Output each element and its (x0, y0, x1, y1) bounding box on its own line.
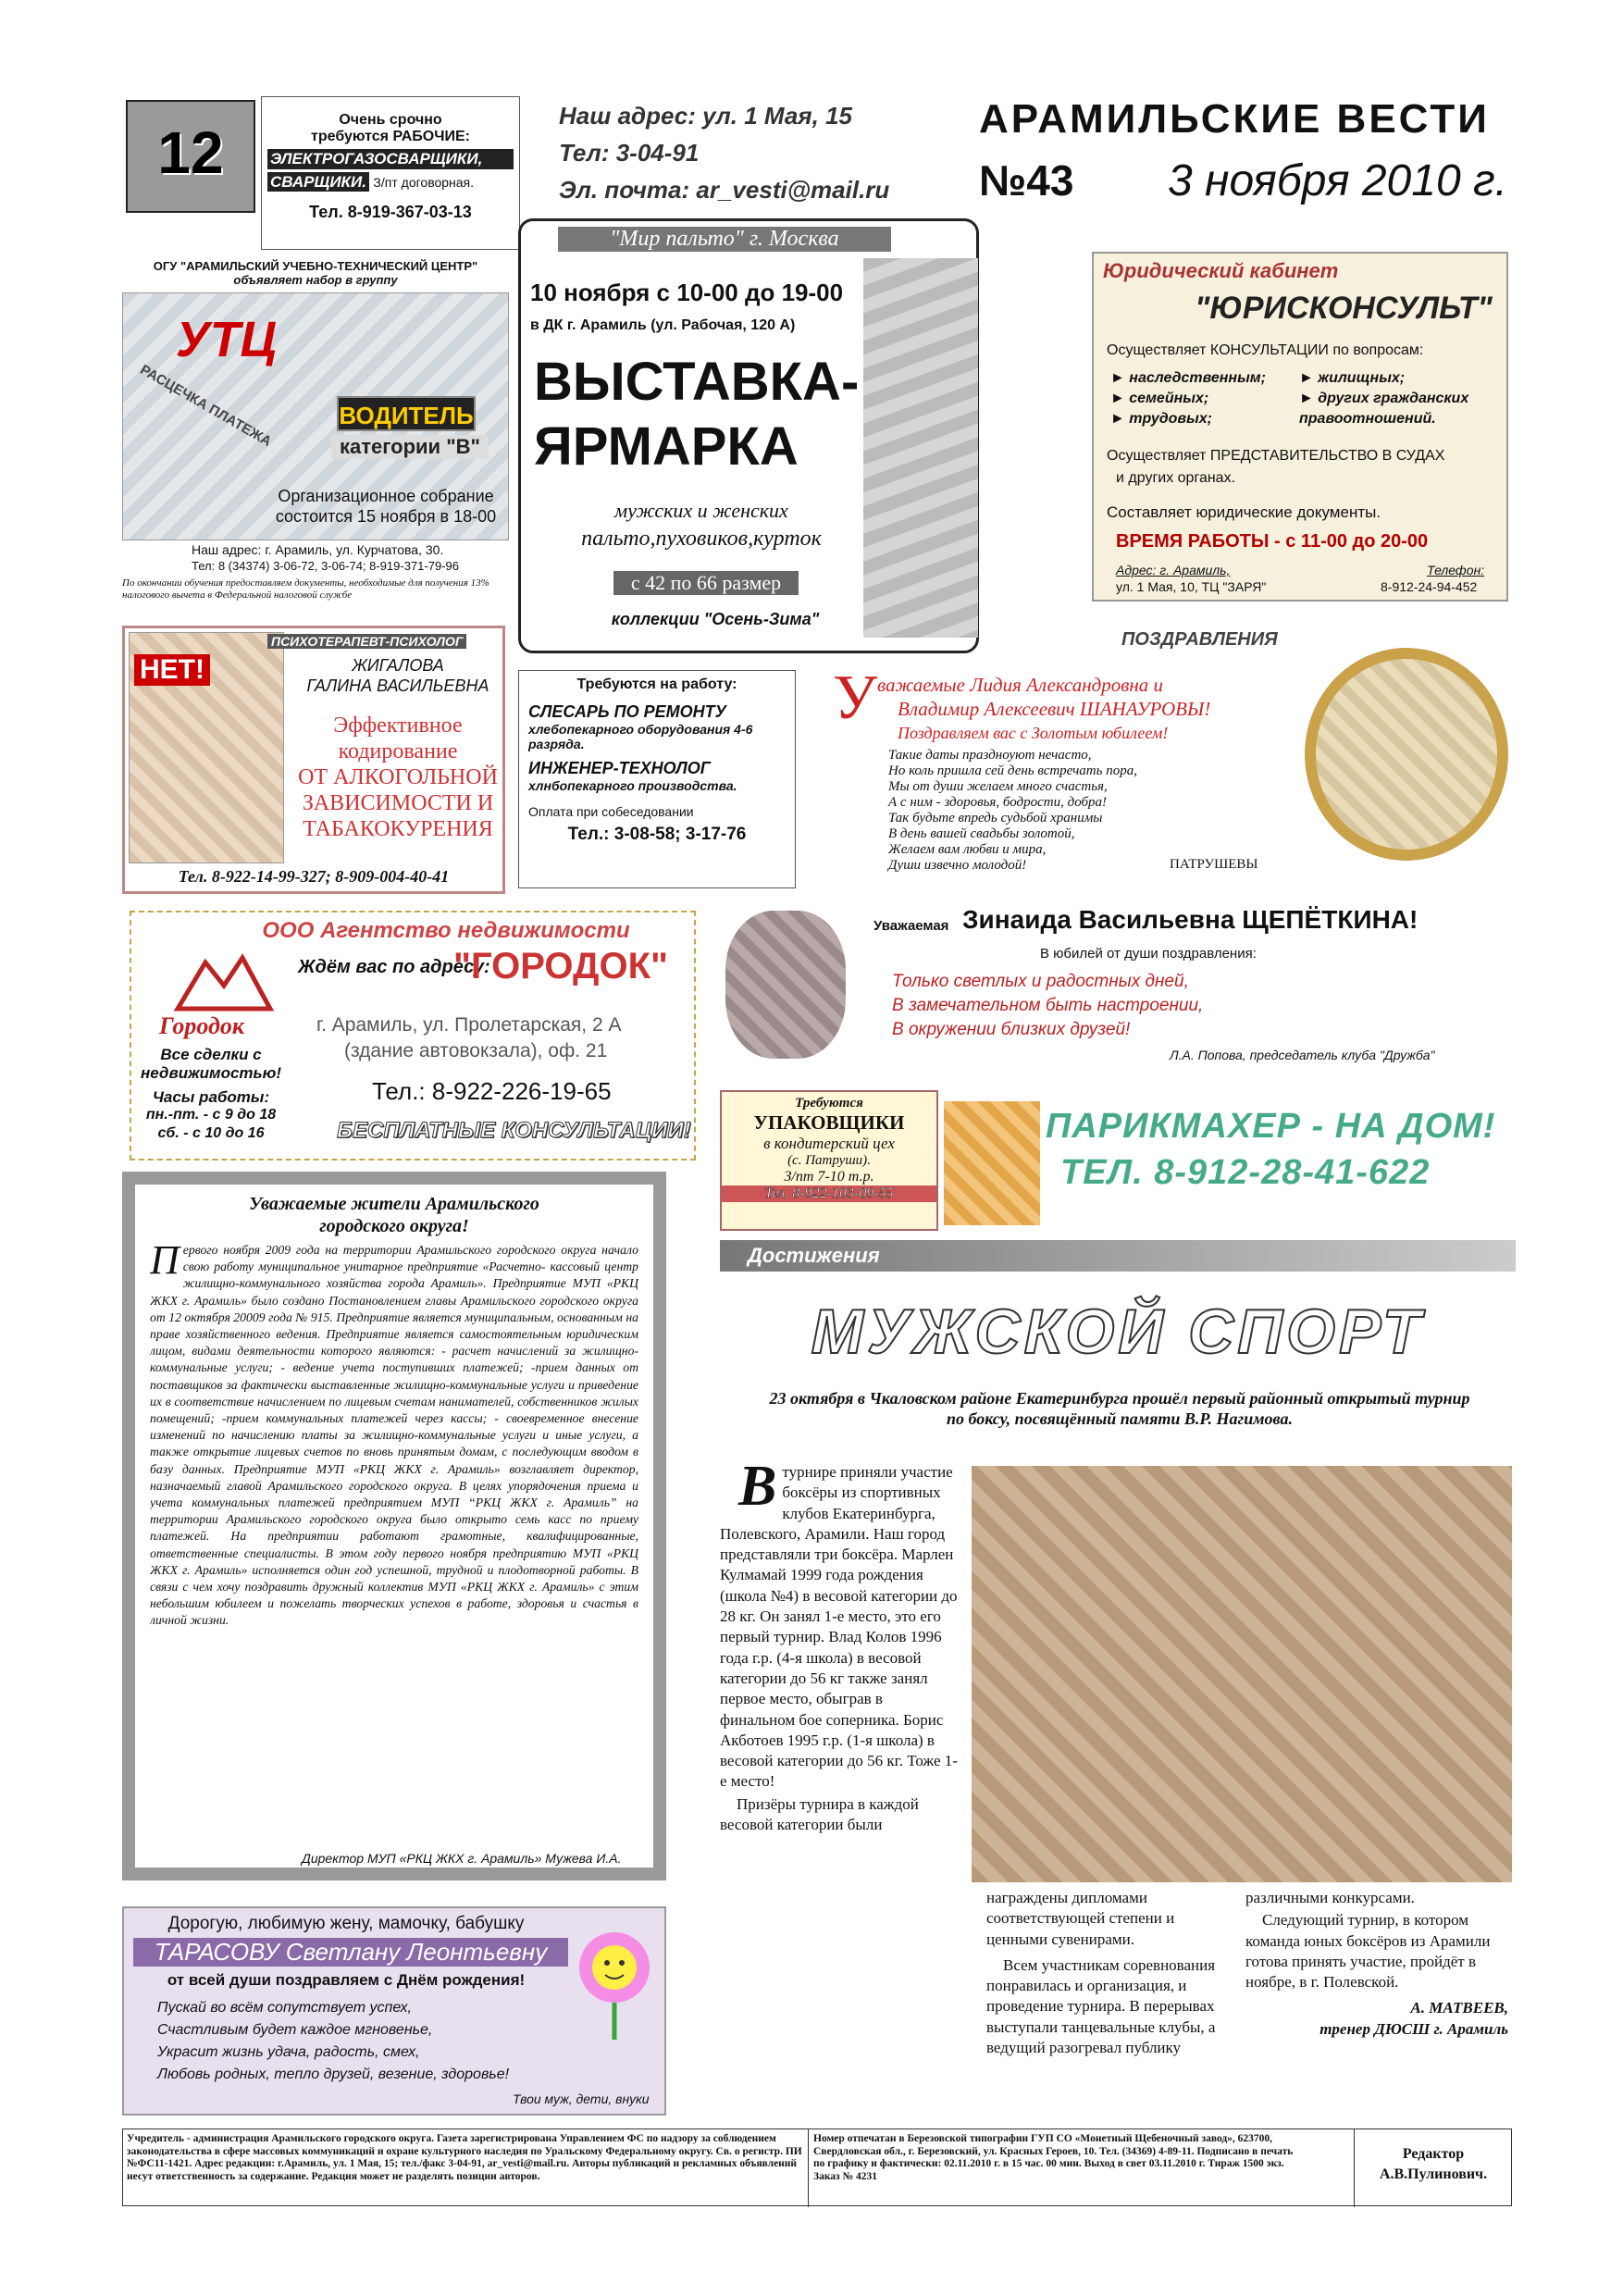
coats-sub1: мужских и женских (614, 499, 788, 522)
psych-t2: кодирование (338, 739, 458, 763)
psych-name1: ЖИГАЛОВА (352, 656, 444, 675)
driving-phones: Тел: 8 (34374) 3-06-72, 3-06-74; 8-919-371-79-96 (192, 559, 459, 573)
realty-logo-house-icon (168, 944, 279, 1018)
jubilee-prefix: Уважаемая (873, 918, 949, 934)
realty-header: ООО Агентство недвижимости (262, 918, 630, 943)
article-col1-text: турнире приняли участие боксёры из спортивных клубов Екатеринбурга, Полевского, Арамили. Наш город представляли три боксёра. Марлен Кулмамай 1999 года рождения (школа №4) в весовой категории до 28 кг. Он занял 1-е место, это его первый турнир. Влад Колов 1996 года г.р. (4-я школа) в весовой категории до 56 кг также занял первое место, обыграв в финальном бое соперника. Борис Акботоев 1995 г.р. (1-я школа) в весовой категории до 56 кг. Тоже 1-е место! (720, 1463, 958, 1791)
newspaper-title: АРАМИЛЬСКИЕ ВЕСТИ (979, 96, 1490, 142)
driver-category: категории "В" (331, 435, 489, 459)
hair-phone: ТЕЛ. 8-912-28-41-622 (1060, 1153, 1431, 1192)
poem-line: Счастливым будет каждое мгновенье, (157, 2022, 433, 2038)
legal-item: ► трудовых; (1110, 411, 1212, 427)
letter-title2: городского округа! (319, 1216, 469, 1236)
letter-sign: Директор МУП «РКЦ ЖКХ г. Арамиль» Мужева И.А. (302, 1851, 622, 1866)
footer-divider (808, 2129, 809, 2207)
realty-left2: недвижимостью! (141, 1064, 281, 1082)
birthday-block (122, 1906, 666, 2116)
packers-phone: Тел. 8-922-103-09-55 (722, 1185, 936, 1202)
psych-phones: Тел. 8-922-14-99-327; 8-909-004-40-41 (178, 867, 450, 886)
ad-workers-line3: ЭЛЕКТРОГАЗОСВАРЩИКИ, (267, 149, 514, 169)
footer-left: Учредитель - администрация Арамильского городского округа. Газета зарегистрирована Управлением ФС по надзору за соблюдением законодательства в сфере массовых коммуникаций и охране культурного наследия по Уральскому Федеральному округу. Св. о регистр. ПИ №ФС11-1421. Адрес редакции: г.Арамиль, ул. 1 Мая, 15; тел./факс 3-04-91, ar_vesti@mail.ru. Авторы публикаций и рекламных объявлений несут ответственность за содержание. Редакция может не разделять позиции авторов. (127, 2133, 802, 2182)
meeting-line1: Организационное собрание (278, 487, 494, 505)
article-rubric-bar (720, 1240, 1516, 1272)
ad-workers-pay: З/пт договорная. (373, 175, 475, 190)
footer-mid: Номер отпечатан в Березовской типографии ГУП СО «Монетный Щебеночный завод», 623700, Свердловская обл., г. Березовский, ул. Красных Героев, 10. Тел. (34369) 4-89-11. Подписано в печать по графику и фактически: 02.11.2010 г. в 15 час. 00 мин. Выход в свет 03.11.2010 г. Тираж 1500 экз. Заказ № 4231 (813, 2133, 1294, 2182)
article-col3-text: различными конкурсами. (1245, 1889, 1415, 1906)
article-col3 (1245, 1888, 1508, 2040)
jubilee-portrait (725, 911, 846, 1059)
psych-t5: ТАБАКОКУРЕНИЯ (303, 817, 493, 841)
congrats-dropcap: У (833, 662, 878, 732)
poem-line: Желаем вам любви и мира, (888, 842, 1047, 857)
flower-icon (568, 1921, 661, 2042)
poem-line: Мы от души желаем много счастья, (888, 779, 1108, 794)
jubilee-sub: В юбилей от души поздравления: (1040, 946, 1257, 962)
coats-header: "Мир пальто" г. Москва (558, 227, 891, 252)
legal-header: Юридический кабинет (1103, 259, 1339, 282)
psych-t4: ЗАВИСИМОСТИ И (302, 791, 494, 815)
coat-model-photo (863, 258, 978, 638)
congrats-line1: важаемые Лидия Александровна и (877, 674, 1164, 696)
ad-workers-line1: Очень срочно (339, 112, 442, 128)
legal-item: ► жилищных; (1299, 370, 1406, 386)
bakery-phones: Тел.: 3-08-58; 3-17-76 (567, 825, 747, 844)
legal-addr: ул. 1 Мая, 10, ТЦ "ЗАРЯ" (1116, 579, 1267, 594)
packers-where2: (с. Патруши). (787, 1153, 871, 1168)
realty-wait: Ждём вас по адресу: (298, 957, 490, 977)
bakery-header: Требуются на работу: (576, 676, 737, 692)
letter-title1: Уважаемые жители Арамильского (249, 1194, 539, 1214)
poem-line: Любовь родных, тепло друзей, везение, здоровье! (157, 2066, 510, 2082)
poem-line: Пускай во всём сопутствует успех, (157, 2000, 412, 2016)
utc-logo: УТЦ (176, 312, 277, 367)
realty-free: БЕСПЛАТНЫЕ КОНСУЛЬТАЦИИ! (337, 1118, 691, 1143)
coats-title1: ВЫСТАВКА- (534, 352, 860, 412)
coats-collection: коллекции "Осень-Зима" (611, 610, 820, 628)
driving-diagonal: РАСЦЕЧКА ПЛАТЕЖА (137, 361, 275, 451)
legal-docs: Составляет юридические документы. (1107, 503, 1381, 521)
birthday-name: ТАРАСОВУ Светлану Леонтьевну (133, 1938, 568, 1967)
hairdresser-image (944, 1101, 1040, 1225)
masthead-phone: Тел: 3-04-91 (559, 139, 700, 167)
article-col2 (986, 1888, 1223, 2058)
legal-represent2: и других органах. (1116, 470, 1236, 486)
jubilee-l2: В замечательном быть настроении, (892, 996, 1204, 1015)
article-col1b: Призёры турнира в каждой весовой категории были (720, 1794, 919, 1834)
driving-note: По окончании обучения предоставляем документы, необходимые для получения 13% налогового вычета в Федеральной налоговой службе (122, 577, 489, 601)
ad-hair (944, 1092, 1518, 1231)
legal-items-right (1299, 368, 1468, 429)
boxers-photo (972, 1466, 1512, 1882)
masthead-address: Наш адрес: ул. 1 Мая, 15 (559, 102, 852, 130)
masthead-email: Эл. почта: ar_vesti@mail.ru (559, 176, 890, 204)
bakery-job1: СЛЕСАРЬ ПО РЕМОНТУ (528, 702, 726, 721)
article-col3b: Следующий турнир, в котором команда юных боксёров из Арамили готова принять участие, пройдёт в ноябре, в г. Полевской. (1245, 1911, 1491, 1992)
packers-h: Требуются (795, 1096, 863, 1111)
bakery-pay: Оплата при собеседовании (528, 804, 694, 819)
article-dropcap: В (738, 1455, 777, 1518)
ad-workers (261, 96, 520, 250)
bakery-job1-desc: хлебопекарного оборудования 4-6 разряда. (528, 722, 753, 751)
ad-driving (122, 259, 509, 622)
coats-place: в ДК г. Арамиль (ул. Рабочая, 120 А) (530, 317, 796, 333)
poem-line: Но коль пришла сей день встречать пора, (888, 763, 1137, 778)
legal-item: ► наследственным; (1110, 370, 1266, 386)
article-col2b: Всем участникам соревнования понравилась и организация, и проведение турнира. В перерывах выступали танцевальные клубы, а ведущий разогревал публику (986, 1955, 1216, 2057)
jubilee-name: Зинаида Васильевна ЩЕПЁТКИНА! (962, 905, 1419, 934)
legal-phone-label: Телефон: (1427, 563, 1485, 577)
coats-title2: ЯРМАРКА (534, 416, 799, 477)
house-icon (168, 944, 279, 1018)
coats-sub2: пальто,пуховиков,курток (581, 527, 822, 551)
realty-addr1: г. Арамиль, ул. Пролетарская, 2 А (316, 1014, 622, 1036)
ad-workers-phone: Тел. 8-919-367-03-13 (309, 203, 472, 221)
realty-hours: Часы работы: (152, 1088, 270, 1106)
psych-role: ПСИХОТЕРАПЕВТ-ПСИХОЛОГ (267, 634, 466, 649)
birthday-l2: от всей души поздравляем с Днём рождения! (167, 1971, 526, 1989)
legal-item: правоотношений. (1299, 411, 1436, 427)
bakery-job2-desc: хлнбопекарного производства. (528, 778, 737, 793)
realty-hours2: сб. - с 10 до 16 (157, 1125, 265, 1141)
psych-name2: ГАЛИНА ВАСИЛЬЕВНА (306, 676, 489, 695)
ad-driving-header2: объявляет набор в группу (233, 273, 398, 287)
legal-item: ► семейных; (1110, 391, 1209, 406)
letter-block (122, 1172, 666, 1880)
ad-psych (122, 626, 505, 894)
birthday-l1: Дорогую, любимую жену, мамочку, бабушку (167, 1914, 525, 1933)
ad-driving-header1: ОГУ "АРАМИЛЬСКИЙ УЧЕБНО-ТЕХНИЧЕСКИЙ ЦЕНТР" (153, 259, 478, 273)
congrats-poem (888, 748, 1137, 874)
psych-t1: Эффективное (333, 714, 463, 738)
jubilee-l1: Только светлых и радостных дней, (892, 972, 1189, 991)
realty-left1: Все сделки с (160, 1046, 262, 1063)
issue-date: 3 ноября 2010 г. (1168, 156, 1507, 205)
packers-job: УПАКОВЩИКИ (753, 1111, 905, 1134)
legal-consult: Осуществляет КОНСУЛЬТАЦИИ по вопросам: (1107, 342, 1424, 358)
poem-line: Украсит жизнь удача, радость, смех, (157, 2044, 420, 2060)
jubilee-sign: Л.А. Попова, председатель клуба "Дружба" (1170, 1048, 1435, 1062)
ad-bakery (518, 670, 796, 888)
legal-name: "ЮРИСКОНСУЛЬТ" (1195, 291, 1493, 326)
congrats-golden (833, 629, 1514, 898)
poem-line: Так будьте впредь судьбой хранимы (888, 811, 1103, 825)
birthday-poem (157, 1997, 509, 2086)
packers-where: в кондитерский цех (763, 1135, 895, 1152)
coats-dates: 10 ноября с 10-00 до 19-00 (530, 279, 844, 306)
congrats-sign: ПАТРУШЕВЫ (1170, 857, 1258, 872)
coats-sizes: с 42 по 66 размер (613, 571, 799, 595)
footer-editor: А.В.Пулинович. (1379, 2166, 1488, 2182)
ad-coats (518, 218, 979, 653)
poem-line: Такие даты праздноуют нечасто, (888, 748, 1092, 763)
footer-editor-label: Редактор (1402, 2146, 1465, 2162)
article-rubric: Достижения (748, 1244, 880, 1267)
legal-addr-label: Адрес: г. Арамиль, (1116, 563, 1231, 577)
bakery-job2: ИНЖЕНЕР-ТЕХНОЛОГ (528, 759, 711, 777)
article-col2-text: награждены дипломами соответствующей степени и ценными сувенирами. (986, 1889, 1175, 1948)
jubilee-block (725, 898, 1512, 1072)
ad-legal (1092, 252, 1508, 602)
ad-packers (720, 1090, 938, 1231)
page-number-box (126, 100, 255, 213)
ad-workers-line2: требуются РАБОЧИЕ: (311, 129, 470, 144)
footer (122, 2128, 1512, 2206)
meeting-line2: состоится 15 ноября в 18-00 (275, 507, 497, 526)
psych-t3: ОТ АЛКОГОЛЬНОЙ (298, 765, 498, 789)
couple-photo-frame (1305, 648, 1508, 861)
letter-body: ервого ноября 2009 года на территории Арамильского городского округа начало свою работу муниципальное унитарное предприятие «Расчетно- кассовый центр жилищно-коммунального хозяйства города Арамиль». Предприятие МУП «РКЦ ЖКХ г. Арамиль» было создано Постановлением главы Арамильского городского округа от 12 октября 20009 года № 915. Предприятие является муниципальным, основанным на праве хозяйственного ведения. Предприятие является самостоятельным юридическим лицом, видами деятельности которого являются: - расчет начислений за жилищно-коммунальные услуги; - ведение учета поступивших платежей; -прием данных от поставщиков за фактически выставленные жилищно-коммунальные услуги и приведение их в соответствие начислением по лицевым счетам нанимателей, собственников жилых помещений; -прием коммунальных платежей через кассы; - своевременное внесение изменений по начислению платы за жилищно-коммунальные услуги и иные услуги, а также открытие лицевых счетов по вновь принятым домам, с последующим вводом в базу данных. Предприятие МУП «РКЦ ЖКХ г. Арамиль» возглавляет директор, назначаемый главой Арамильского городского округа. В целях упорядочения приема и учета коммунальных платежей предприятием МУП “РКЦ ЖКХ г. Арамиль” на территории Арамильского городского округа было открыто семь касс по приему платежей. На предприятии работают грамотные, квалифицированные, ответственные специалисты. В этом году первого ноября предприятию МУП «РКЦ ЖКХ г. Арамиль» исполняется один год успешной, трудной и плодотворной работы. В связи с чем хочу поздравить дружный коллектив МУП «РКЦ ЖКХ г. Арамиль» с этим небольшим юбилеем и пожелать творческих успехов в работе, здоровья и счастья в личной жизни. (150, 1243, 638, 1628)
birthday-sign: Твои муж, дети, внуки (513, 2091, 650, 2106)
article-col1 (720, 1455, 959, 1835)
poem-line: В день вашей свадьбы золотой, (888, 826, 1075, 841)
article-author: А. МАТВЕЕВ, (1410, 1999, 1508, 2017)
driving-address: Наш адрес: г. Арамиль, ул. Курчатова, 30. (192, 542, 444, 557)
hair-title: ПАРИКМАХЕР - НА ДОМ! (1046, 1107, 1496, 1146)
realty-logo: Городок (159, 1012, 245, 1039)
issue-number: №43 (979, 156, 1074, 205)
page-number: 12 (157, 119, 224, 186)
realty-hours1: пн.-пт. - с 9 до 18 (145, 1107, 277, 1123)
congrats-line2: Владимир Алексеевич ШАНАУРОВЫ! (898, 698, 1211, 720)
legal-represent: Осуществляет ПРЕДСТАВИТЕЛЬСТВО В СУДАХ (1107, 448, 1445, 464)
congrats-label: ПОЗДРАВЛЕНИЯ (1121, 629, 1278, 650)
ad-realty (130, 911, 696, 1160)
article-author-role: тренер ДЮСШ г. Арамиль (1319, 2019, 1508, 2038)
article-lead: 23 октября в Чкаловском районе Екатеринбурга прошёл первый районный открытый турнир по боксу, посвящённый памяти В.Р. Нагимова. (769, 1389, 1470, 1428)
psych-net: НЕТ! (134, 654, 210, 686)
realty-phone: Тел.: 8-922-226-19-65 (372, 1077, 612, 1105)
footer-divider (1354, 2129, 1355, 2207)
driver-badge: ВОДИТЕЛЬ (337, 396, 476, 431)
poem-line: А с ним - здоровья, бодрости, добра! (888, 795, 1108, 810)
legal-item: ► других гражданских (1299, 391, 1469, 406)
letter-body-wrap (150, 1242, 638, 1843)
legal-phone: 8-912-24-94-452 (1381, 579, 1478, 594)
letter-dropcap: П (150, 1242, 180, 1283)
poem-line: Души извечно молодой! (888, 858, 1027, 873)
legal-hours: ВРЕМЯ РАБОТЫ - с 11-00 до 20-00 (1116, 531, 1429, 552)
packers-pay: З/пт 7-10 т.р. (784, 1169, 874, 1185)
realty-addr2: (здание автовокзала), оф. 21 (344, 1040, 608, 1061)
legal-items-left (1110, 368, 1266, 429)
realty-name: "ГОРОДОК" (453, 946, 668, 987)
jubilee-l3: В окружении близких друзей! (892, 1020, 1131, 1039)
article-title: МУЖСКОЙ СПОРТ (811, 1297, 1425, 1367)
ad-workers-line4: СВАРЩИКИ. (267, 172, 369, 192)
congrats-line3: Поздравляем вас с Золотым юбилеем! (898, 724, 1169, 742)
